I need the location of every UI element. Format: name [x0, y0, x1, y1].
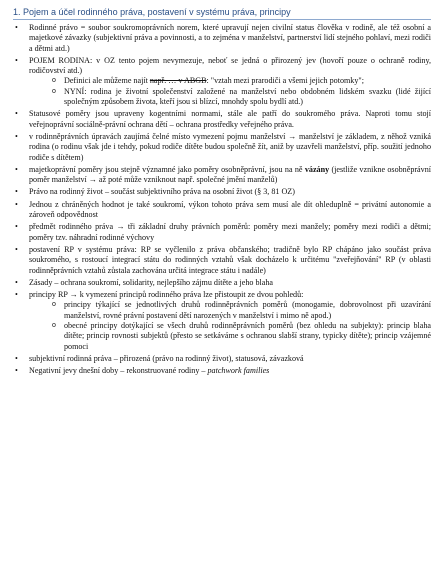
item-text: obecné principy dotýkající se všech druhů rodinněprávních poměrů (bez ohledu na subjekty): princip blaha dítěte; princip rovnosti subjektů (přesto se setkáváme s ochranou slabší strany, typicky dítěte); princip vzájemné pomoci — [64, 321, 431, 351]
section-heading: 1. Pojem a účel rodinného práva, postavení v systému práva, principy — [13, 6, 431, 20]
item-text: v rodinněprávních úpravách zaujímá čelné místo vymezení pojmu manželství → manželství je základem, z něhož vzniká rodina (o rodinu však jde i tehdy, pokud rodiče dítěte budou společně žít, aniž by uzavřeli manželství, příp. soužití jednoho rodiče s dítětem) — [29, 131, 431, 162]
list-item — [13, 109, 431, 130]
item-text: : "vztah mezi prarodiči a všemi jejich potomky"; — [206, 76, 364, 86]
list-item — [13, 245, 431, 276]
list-item — [13, 354, 431, 364]
list-item — [13, 366, 431, 376]
item-text: postavení RP v systému práva: RP se vyčlenilo z práva občanského; tradičně bylo RP chápáno jako součást práva soukromého, s rostoucí integrací státu do rodinných vztahů však docházelo k určitému "zveřejňování" RP (v oblasti rodinněprávních vztahů zůstala zachována určitá integrace státu i nadále) — [29, 244, 431, 275]
list-item — [13, 132, 431, 163]
item-text: Negativní jevy dnešní doby – rekonstruované rodiny – — [29, 366, 208, 376]
list-item — [13, 165, 431, 186]
struck-text: např. … v ABGB — [149, 76, 207, 86]
list-item — [13, 23, 431, 54]
item-text: majetkoprávní poměry jsou stejně významné jako poměry osobněprávní, jsou na ně — [29, 164, 305, 174]
bold-text: vázány — [304, 164, 330, 174]
list-item — [13, 278, 431, 288]
item-text: Zásady – ochrana soukromí, solidarity, nejlepšího zájmu dítěte a jeho blaha — [29, 277, 274, 287]
sub-list-item — [29, 76, 431, 86]
sub-list-item — [29, 321, 431, 352]
list-item — [13, 222, 431, 243]
item-text: Rodinné právo = soubor soukromoprávních norem, které upravují nejen civilní status člověka v rodině, ale též osobní a majetkové závazky (subjektivní práva a povinnosti, a to zejména v manželství, partnerství lidí stejného pohlaví, mezi rodiči a dětmi atd.) — [29, 23, 431, 53]
list-item — [13, 56, 431, 107]
sub-list-item — [29, 300, 431, 321]
list-item — [13, 187, 431, 197]
item-text: (jestliže vznikne osobněprávní poměr manželství → až poté může vzniknout např. společné jmění manželů) — [29, 164, 431, 185]
item-text: předmět rodinného práva → tři základní druhy právních poměrů: poměry mezi manžely; poměry mezi rodiči a dětmi; poměry tzv. náhradní rodinné výchovy — [29, 222, 431, 242]
item-text: Definici ale můžeme najít — [64, 76, 150, 86]
item-text: Jednou z chráněných hodnot je také soukromí, výkon tohoto práva sem musí ale dít ohleduplně = privátní autonomie a zároveň odpovědnost — [29, 199, 431, 220]
sub-list — [29, 76, 431, 107]
list-item — [13, 200, 431, 221]
italic-text: patchwork families — [207, 366, 270, 376]
item-text: principy RP → k vymezení principů rodinného práva lze přistoupit ze dvou pohledů: — [29, 290, 304, 300]
item-text: POJEM RODINA: v OZ tento pojem nevymezuje, neboť se jedná o přirozený jev (hovoří pouze o ochraně rodiny, rodičovství atd.) — [29, 55, 431, 76]
item-text: NYNÍ: rodina je životní společenství založené na manželství nebo obdobném lidském svazku (lidé žijící společným způsobem života, kteří jsou si blízcí, mnohdy spolu bydlí atd.) — [64, 86, 431, 107]
item-text: principy týkající se jednotlivých druhů rodinněprávních poměrů (monogamie, dobrovolnost při uzavírání manželství, rovné právní postavení dětí narozených v manželství i mimo ně apod.) — [64, 300, 431, 320]
bullet-list — [13, 23, 431, 377]
list-item — [13, 290, 431, 352]
sub-list — [29, 300, 431, 351]
item-text: Statusové poměry jsou upraveny kogentními normami, stále ale patří do soukromého práva. Naproti tomu stojí veřejnoprávní sociálně-právní ochrana dětí – ochrana prostředky veřejného práva. — [29, 109, 431, 129]
item-text: Právo na rodinný život – součást subjektivního práva na osobní život (§ 3, 81 OZ) — [29, 187, 295, 197]
sub-list-item — [29, 87, 431, 108]
item-text: subjektivní rodinná práva – přirozená (právo na rodinný život), statusová, závazková — [29, 353, 304, 363]
